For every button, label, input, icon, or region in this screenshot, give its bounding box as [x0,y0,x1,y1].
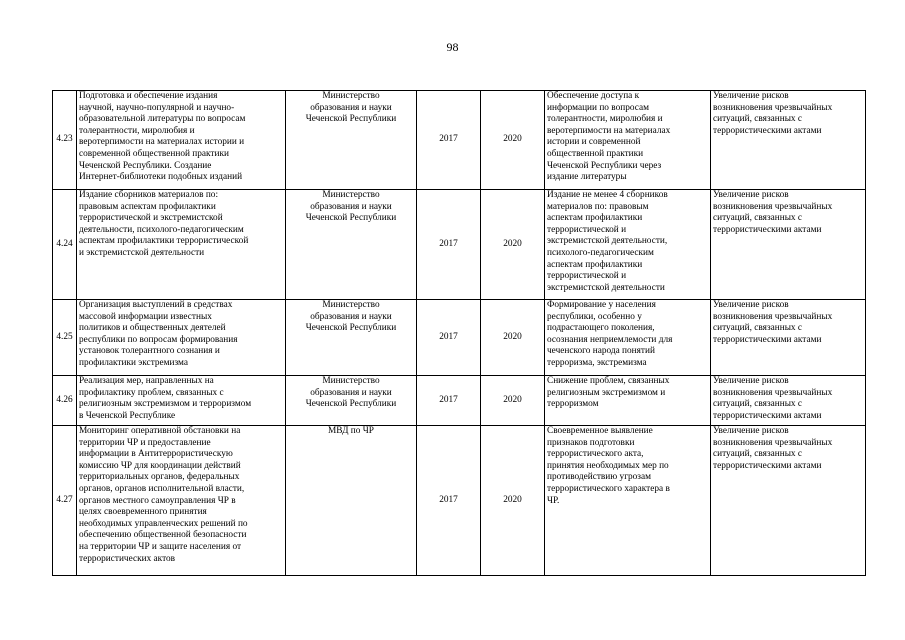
end-year: 2020 [503,134,522,145]
responsible-body: Министерство образования и науки Чеченской Республики [305,300,397,334]
responsible-body: Министерство образования и науки Чеченской Республики [305,190,397,224]
expected-result: Снижение проблем, связанных религиозным экстремизмом и терроризмом [547,376,670,410]
risk-description: Увеличение рисков возникновения чрезвычайных ситуаций, связанных с террористическими актами [713,91,833,136]
end-year: 2020 [503,494,522,505]
end-year: 2020 [503,394,522,405]
risk-description: Увеличение рисков возникновения чрезвычайных ситуаций, связанных с террористическими актами [713,300,833,345]
start-year: 2017 [439,494,458,505]
table-row [53,190,866,300]
measures-table [52,90,866,576]
row-number: 4.25 [56,331,73,342]
row-number: 4.27 [56,494,73,505]
responsible-body: Министерство образования и науки Чеченской Республики [305,91,397,125]
row-number: 4.23 [56,134,73,145]
measure-description: Мониторинг оперативной обстановки на территории ЧР и предоставление информации в Антитеррористическую комиссию ЧР для координации действий территориальных органов, федеральных органов, органов исполнительной власти, органов местного самоуправления ЧР в целях своевременного принятия необходимых управленческих решений по обеспечению общественной безопасности на территории ЧР и защите населения от террористических актов [79,426,248,564]
table-row [53,91,866,190]
responsible-body: Министерство образования и науки Чеченской Республики [305,376,397,410]
measure-description: Подготовка и обеспечение издания научной, научно-популярной и научно- образовательной литературы по вопросам толерантности, миролюбия и веротерпимости на материалах истории и современной общественной практики Чеченской Республики. Создание Интернет-библиотеки подобных изданий [79,91,246,183]
row-number: 4.26 [56,394,73,405]
risk-description: Увеличение рисков возникновения чрезвычайных ситуаций, связанных с террористическими актами [713,426,833,471]
measure-description: Организация выступлений в средствах массовой информации известных политиков и общественных деятелей республики по вопросам формирования установок толерантного сознания и профилактики экстремизма [79,300,238,368]
responsible-body: МВД по ЧР [328,426,374,436]
table-row [53,426,866,576]
start-year: 2017 [439,238,458,249]
table-row [53,376,866,426]
expected-result: Обеспечение доступа к информации по вопросам толерантности, миролюбия и веротерпимости на материалах истории и современной общественной практики Чеченской Республики через издание литературы [547,91,671,183]
table-row [53,300,866,376]
end-year: 2020 [503,331,522,342]
page-number: 98 [446,40,459,54]
start-year: 2017 [439,134,458,145]
expected-result: Своевременное выявление признаков подготовки террористического акта, принятия необходимых мер по противодействию угрозам террористического характера в ЧР. [547,426,670,506]
measure-description: Издание сборников материалов по: правовым аспектам профилактики террористической и экстремистской деятельности, психолого-педагогическим аспектам профилактики террористической и экстремистской деятельности [79,190,249,258]
row-number: 4.24 [56,238,73,249]
expected-result: Формирование у населения республики, особенно у подрастающего поколения, осознания неприемлемости для чеченского народа понятий терроризма, экстремизма [547,300,673,368]
measure-description: Реализация мер, направленных на профилактику проблем, связанных с религиозным экстремизмом и терроризмом в Чеченской Республике [79,376,252,421]
end-year: 2020 [503,238,522,249]
risk-description: Увеличение рисков возникновения чрезвычайных ситуаций, связанных с террористическими актами [713,376,833,421]
start-year: 2017 [439,394,458,405]
expected-result: Издание не менее 4 сборников материалов по: правовым аспектам профилактики террористической и экстремистской деятельности, психолого-педагогическим аспектам профилактики террористической и экстремистской деятельности [547,190,668,293]
start-year: 2017 [439,331,458,342]
risk-description: Увеличение рисков возникновения чрезвычайных ситуаций, связанных с террористическими актами [713,190,833,235]
